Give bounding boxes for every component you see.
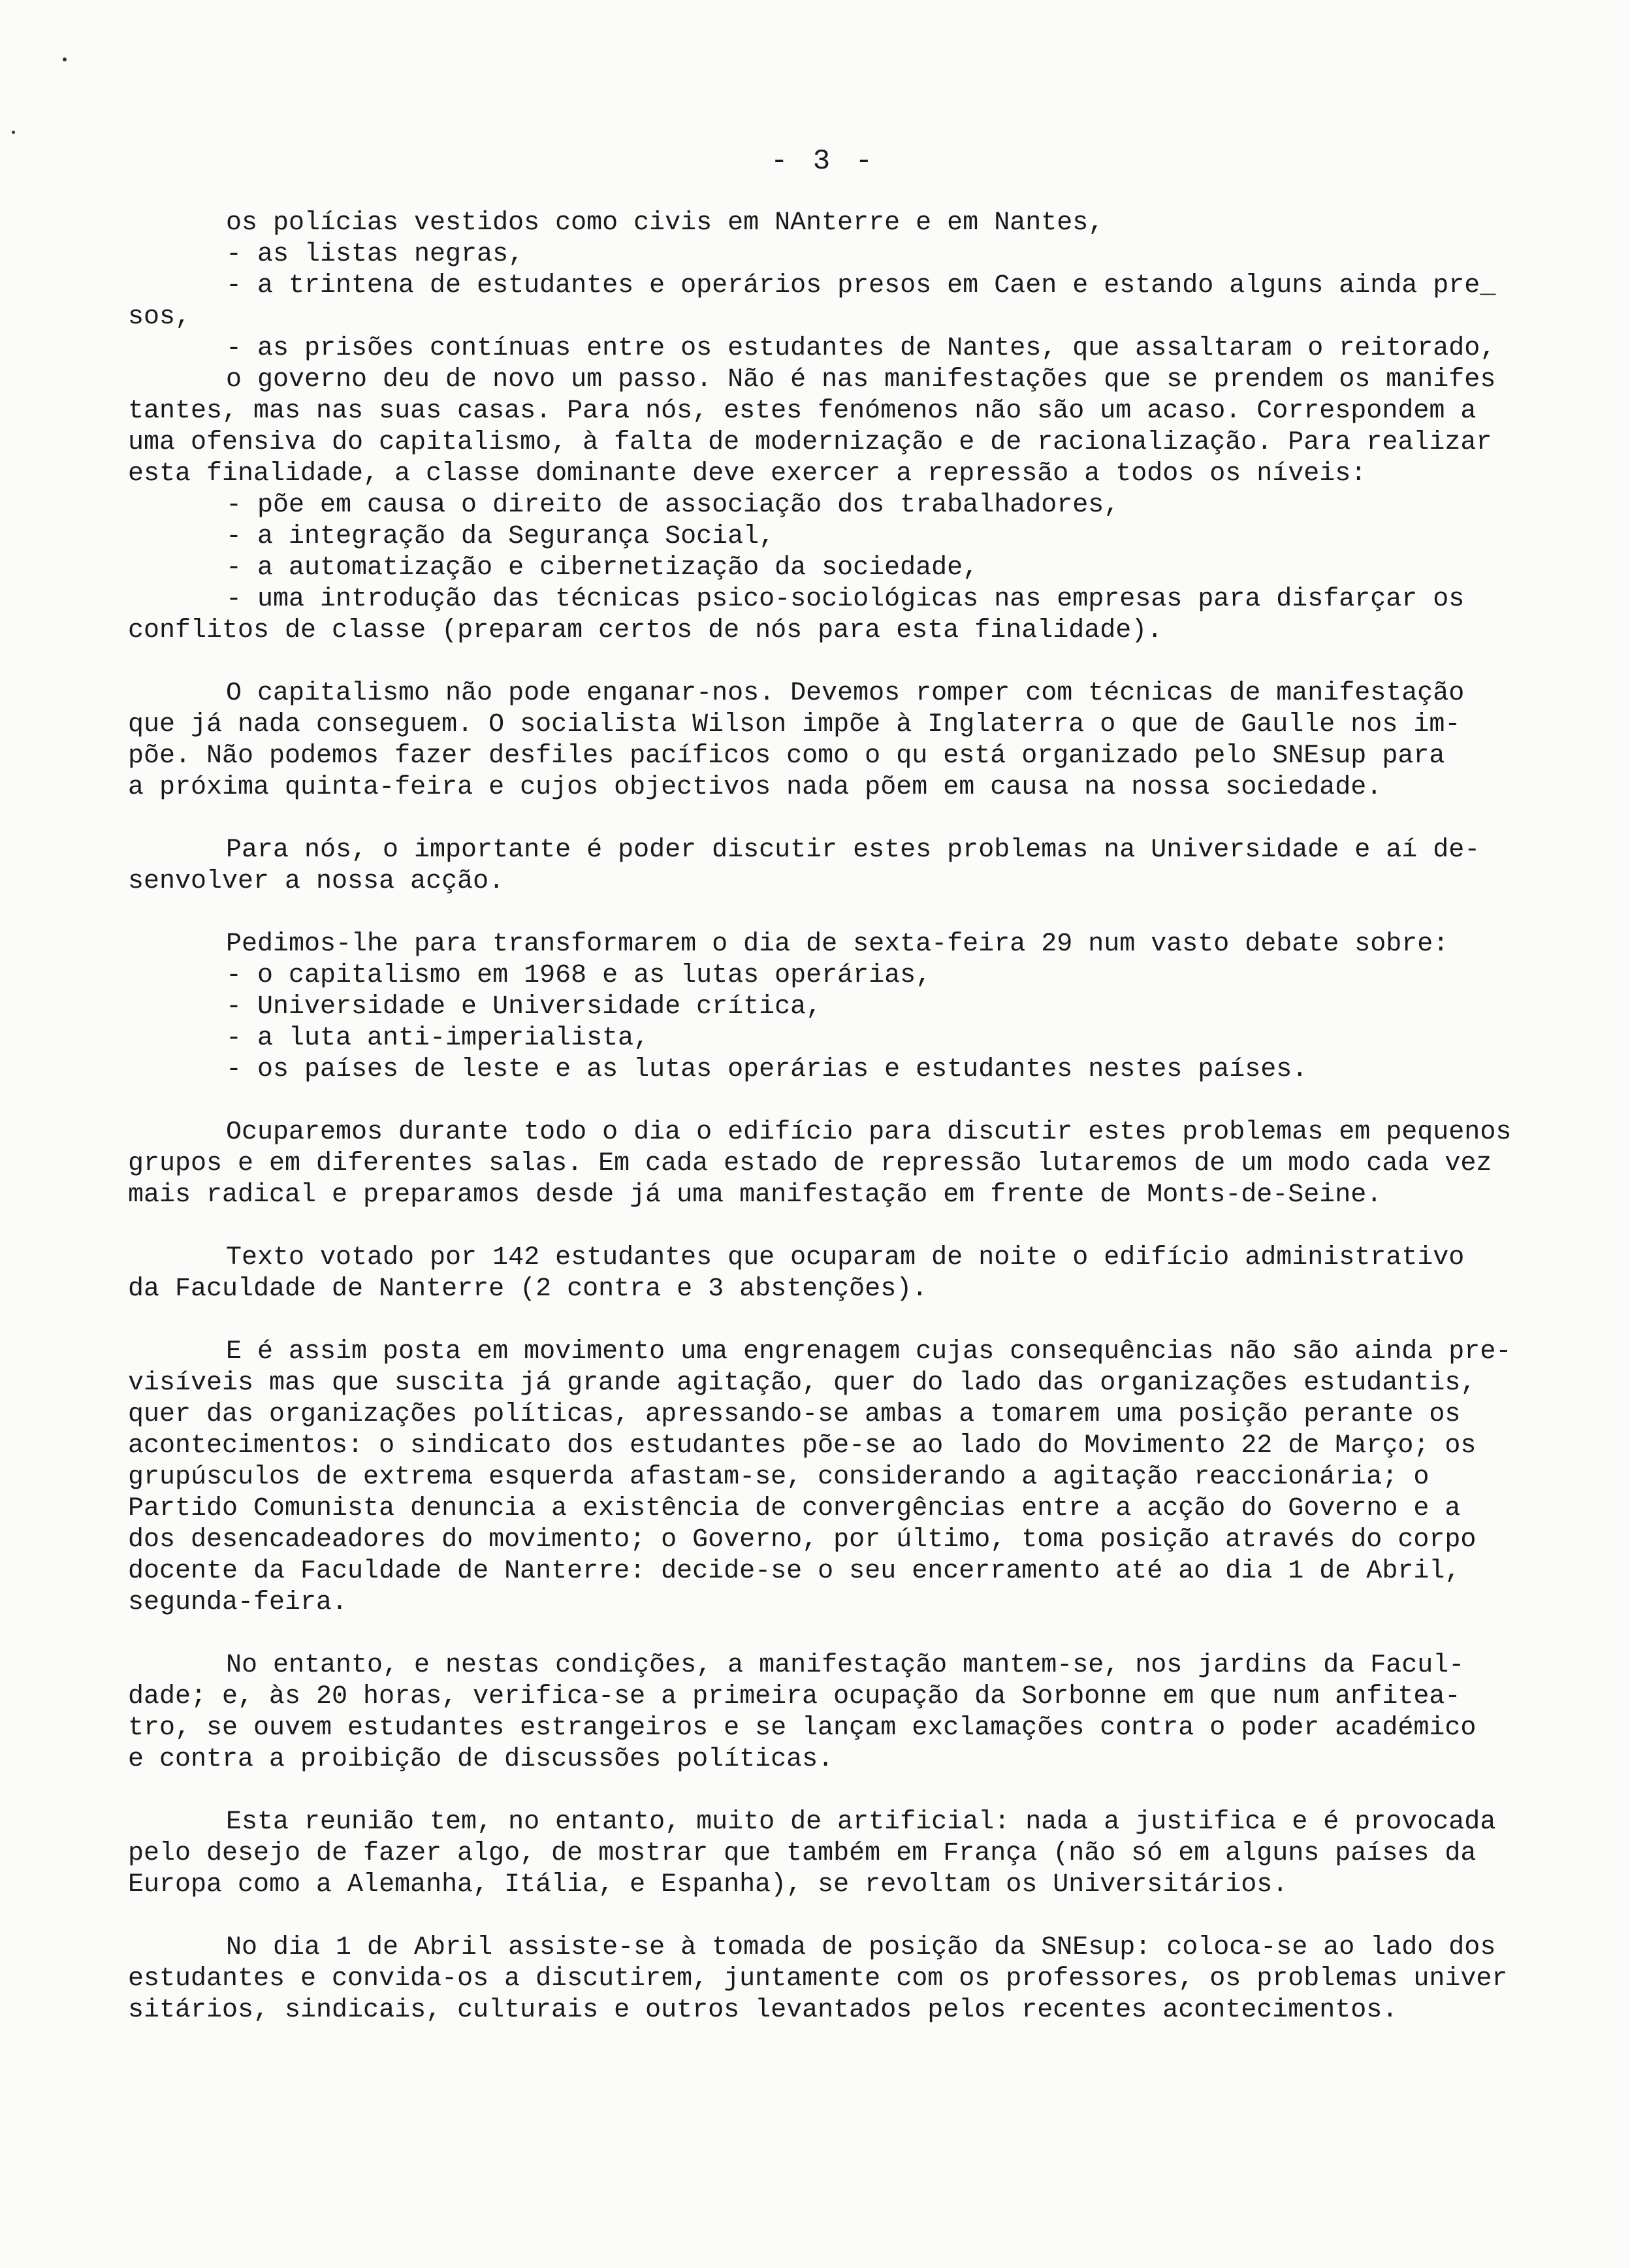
text-line: No dia 1 de Abril assiste-se à tomada de posição da SNEsup: coloca-se ao lado dos: [226, 1933, 1496, 1962]
paragraph-gap: [128, 1086, 1565, 1117]
text-line: - a trintena de estudantes e operários presos em Caen e estando alguns ainda pre_: [226, 271, 1496, 300]
scan-speck: [12, 131, 15, 134]
text-line: senvolver a nossa acção.: [128, 867, 505, 896]
scan-speck: [63, 57, 67, 61]
text-line: Europa como a Alemanha, Itália, e Espanha), se revoltam os Universitários.: [128, 1870, 1288, 1900]
document-body: [128, 208, 1565, 2026]
text-line: Para nós, o importante é poder discutir estes problemas na Universidade e aí de-: [226, 835, 1480, 865]
text-line: quer das organizações políticas, apressando-se ambas a tomarem uma posição perante os: [128, 1400, 1461, 1429]
paragraph-gap: [128, 1775, 1565, 1807]
text-line: visíveis mas que suscita já grande agitação, quer do lado das organizações estudantis,: [128, 1369, 1477, 1398]
text-line: - a automatização e cibernetização da sociedade,: [226, 553, 979, 583]
text-line: tro, se ouvem estudantes estrangeiros e se lançam exclamações contra o poder académico: [128, 1713, 1477, 1743]
paragraph-gap: [128, 803, 1565, 835]
text-line: Ocuparemos durante todo o dia o edifício para discutir estes problemas em pequenos: [226, 1118, 1512, 1147]
text-line: pelo desejo de fazer algo, de mostrar que também em França (não só em alguns países da: [128, 1839, 1477, 1868]
text-line: estudantes e convida-os a discutirem, juntamente com os professores, os problemas univer: [128, 1964, 1508, 1994]
text-line: esta finalidade, a classe dominante deve exercer a repressão a todos os níveis:: [128, 459, 1367, 489]
text-line: - a luta anti-imperialista,: [226, 1024, 650, 1053]
text-line: - Universidade e Universidade crítica,: [226, 992, 822, 1022]
text-line: mais radical e preparamos desde já uma manifestação em frente de Monts-de-Seine.: [128, 1180, 1382, 1210]
text-line: que já nada conseguem. O socialista Wilson impõe à Inglaterra o que de Gaulle nos im-: [128, 710, 1461, 739]
text-line: conflitos de classe (preparam certos de nós para esta finalidade).: [128, 616, 1163, 645]
text-line: sitários, sindicais, culturais e outros levantados pelos recentes acontecimentos.: [128, 1996, 1398, 2025]
text-line: - os países de leste e as lutas operárias e estudantes nestes países.: [226, 1055, 1308, 1084]
paragraph-gap: [128, 1619, 1565, 1650]
text-line: grupúsculos de extrema esquerda afastam-se, considerando a agitação reaccionária; o: [128, 1463, 1430, 1492]
text-line: Partido Comunista denuncia a existência de convergências entre a acção do Governo e a: [128, 1494, 1461, 1523]
text-line: - as prisões contínuas entre os estudantes de Nantes, que assaltaram o reitorado,: [226, 334, 1496, 363]
text-line: O capitalismo não pode enganar-nos. Devemos romper com técnicas de manifestação: [226, 679, 1465, 708]
text-line: e contra a proibição de discussões políticas.: [128, 1745, 834, 1774]
text-line: dade; e, às 20 horas, verifica-se a primeira ocupação da Sorbonne em que num anfitea-: [128, 1682, 1461, 1711]
text-line: os polícias vestidos como civis em NAnterre e em Nantes,: [226, 208, 1104, 238]
text-line: grupos e em diferentes salas. Em cada estado de repressão lutaremos de um modo cada vez: [128, 1149, 1492, 1178]
paragraph-gap: [128, 647, 1565, 678]
paragraph-gap: [128, 1901, 1565, 1932]
text-line: docente da Faculdade de Nanterre: decide-se o seu encerramento até ao dia 1 de Abril,: [128, 1557, 1461, 1586]
text-line: No entanto, e nestas condições, a manifestação mantem-se, nos jardins da Facul-: [226, 1651, 1465, 1680]
text-line: Esta reunião tem, no entanto, muito de artificial: nada a justifica e é provocada: [226, 1807, 1496, 1837]
text-line: - a integração da Segurança Social,: [226, 522, 775, 551]
text-line: - põe em causa o direito de associação dos trabalhadores,: [226, 491, 1120, 520]
paragraph-gap: [128, 898, 1565, 929]
paragraph-gap: [128, 1211, 1565, 1242]
text-line: Pedimos-lhe para transformarem o dia de sexta-feira 29 num vasto debate sobre:: [226, 930, 1449, 959]
text-line: segunda-feira.: [128, 1588, 348, 1617]
text-line: Texto votado por 142 estudantes que ocuparam de noite o edifício administrativo: [226, 1243, 1465, 1272]
text-line: uma ofensiva do capitalismo, à falta de modernização e de racionalização. Para realizar: [128, 428, 1492, 457]
page-number: - 3 -: [771, 145, 877, 178]
text-line: o governo deu de novo um passo. Não é nas manifestações que se prendem os manifes: [226, 365, 1496, 395]
text-line: a próxima quinta-feira e cujos objectivos nada põem em causa na nossa sociedade.: [128, 773, 1382, 802]
text-line: da Faculdade de Nanterre (2 contra e 3 abstenções).: [128, 1274, 928, 1304]
text-line: - uma introdução das técnicas psico-sociológicas nas empresas para disfarçar os: [226, 585, 1465, 614]
text-line: - as listas negras,: [226, 240, 524, 269]
text-line: sos,: [128, 302, 191, 332]
text-line: dos desencadeadores do movimento; o Governo, por último, toma posição através do corpo: [128, 1525, 1477, 1555]
paragraph-gap: [128, 1305, 1565, 1336]
text-line: E é assim posta em movimento uma engrenagem cujas consequências não são ainda pre-: [226, 1337, 1512, 1367]
text-line: acontecimentos: o sindicato dos estudantes põe-se ao lado do Movimento 22 de Março; os: [128, 1431, 1477, 1461]
text-line: - o capitalismo em 1968 e as lutas operárias,: [226, 961, 932, 990]
text-line: tantes, mas nas suas casas. Para nós, estes fenómenos não são um acaso. Correspondem a: [128, 397, 1477, 426]
text-line: põe. Não podemos fazer desfiles pacíficos como o qu está organizado pelo SNEsup para: [128, 741, 1445, 771]
